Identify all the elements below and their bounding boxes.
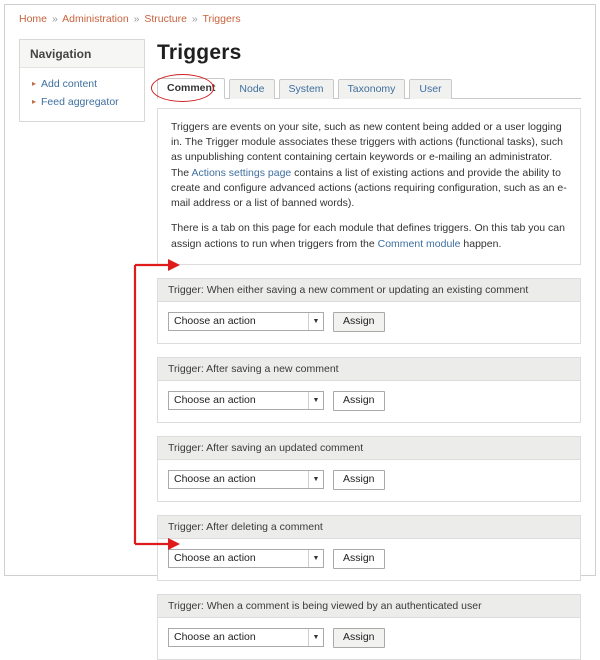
breadcrumb-item-administration[interactable]: Administration (62, 13, 129, 25)
action-select[interactable] (168, 312, 324, 331)
tab-label: User (419, 83, 442, 95)
action-select-value: Choose an action (174, 473, 256, 486)
page-frame (4, 4, 596, 644)
assign-button[interactable]: Assign (333, 470, 385, 490)
action-select[interactable] (168, 391, 324, 410)
breadcrumb-item-home[interactable]: Home (19, 13, 48, 25)
page-columns (5, 31, 595, 660)
sidebar-item-feed-aggregator[interactable] (28, 93, 136, 111)
navigation-title: Navigation (30, 47, 92, 61)
trigger-group (157, 594, 581, 660)
trigger-box-after-saving-updated-comment (157, 436, 581, 502)
help-text: Triggers are events on your site, such as new content being added or a user logging in. The Trigger module associates these triggers with actions (functional tasks), such as unpublishing content containing certain keywords or e-mailing an administrator. The (171, 121, 563, 179)
trigger-body (158, 460, 580, 501)
actions-settings-page-link[interactable]: Actions settings page (191, 166, 292, 179)
trigger-group (157, 436, 581, 502)
action-select-value: Choose an action (174, 394, 256, 407)
trigger-box-after-saving-new-comment (157, 357, 581, 423)
trigger-box-after-deleting-comment (157, 515, 581, 581)
breadcrumb-item-structure[interactable]: Structure (144, 13, 187, 25)
chevron-down-icon[interactable]: ▼ (308, 471, 323, 488)
assign-button[interactable]: Assign (333, 549, 385, 569)
navigation-items (20, 67, 144, 121)
action-select-value: Choose an action (174, 315, 256, 328)
tab-bar (157, 77, 581, 99)
assign-button[interactable]: Assign (333, 628, 385, 648)
trigger-body (158, 381, 580, 422)
comment-module-link[interactable]: Comment module (377, 237, 461, 250)
trigger-group (157, 515, 581, 581)
action-select-value: Choose an action (174, 631, 256, 644)
breadcrumb (5, 5, 595, 31)
trigger-legend: Trigger: After saving an updated comment (158, 437, 580, 460)
chevron-down-icon[interactable]: ▼ (308, 550, 323, 567)
breadcrumb-separator: » (51, 13, 58, 25)
trigger-legend: Trigger: After saving a new comment (158, 358, 580, 381)
trigger-body (158, 302, 580, 343)
trigger-group (157, 357, 581, 423)
action-select[interactable] (168, 549, 324, 568)
trigger-box-comment-viewed-authenticated-user (157, 594, 581, 660)
trigger-box-save-or-update-comment (157, 278, 581, 344)
tab-label: Node (239, 83, 265, 95)
breadcrumb-separator: » (191, 13, 198, 25)
chevron-down-icon[interactable]: ▼ (308, 392, 323, 409)
bullet-arrow-icon: ▸ (32, 97, 37, 106)
action-select[interactable] (168, 628, 324, 647)
tab-label: Taxonomy (347, 83, 396, 95)
trigger-body (158, 618, 580, 659)
tab-taxonomy[interactable] (338, 79, 406, 99)
tab-system[interactable] (279, 79, 334, 99)
trigger-legend: Trigger: After deleting a comment (158, 516, 580, 539)
navigation-block (19, 39, 145, 122)
help-text: There is a tab on this page for each module that defines triggers. On this tab you can assign actions to run when triggers from the (171, 222, 565, 250)
help-paragraph-1 (171, 120, 567, 211)
trigger-group (157, 278, 581, 344)
help-box (157, 108, 581, 265)
chevron-down-icon[interactable]: ▼ (308, 313, 323, 330)
trigger-body (158, 539, 580, 580)
tab-label: System (288, 83, 324, 95)
sidebar-item-label[interactable]: Add content (41, 78, 98, 90)
sidebar-item-add-content[interactable] (28, 75, 136, 93)
trigger-legend: Trigger: When a comment is being viewed by an authenticated user (158, 595, 580, 618)
tab-user[interactable] (409, 79, 451, 99)
action-select-value: Choose an action (174, 552, 256, 565)
breadcrumb-separator: » (133, 13, 140, 25)
help-text: contains a list of existing actions and provide the ability to create and configure advanced actions (actions requiring configuration, such as an e-mail address or a list of banned words). (171, 166, 567, 210)
sidebar (5, 31, 145, 122)
help-paragraph-2 (171, 221, 567, 251)
main-content (145, 31, 595, 660)
trigger-legend: Trigger: When either saving a new comment or updating an existing comment (158, 279, 580, 302)
bullet-arrow-icon: ▸ (32, 79, 37, 88)
tab-comment[interactable] (157, 78, 225, 99)
page-title: Triggers (157, 41, 242, 64)
chevron-down-icon[interactable]: ▼ (308, 629, 323, 646)
breadcrumb-item-triggers[interactable]: Triggers (202, 13, 241, 25)
action-select[interactable] (168, 470, 324, 489)
sidebar-item-label[interactable]: Feed aggregator (41, 96, 119, 108)
help-text: happen. (460, 237, 502, 250)
assign-button[interactable]: Assign (333, 391, 385, 411)
tab-node[interactable] (229, 79, 274, 99)
tab-label: Comment (167, 82, 216, 94)
assign-button[interactable]: Assign (333, 312, 385, 332)
